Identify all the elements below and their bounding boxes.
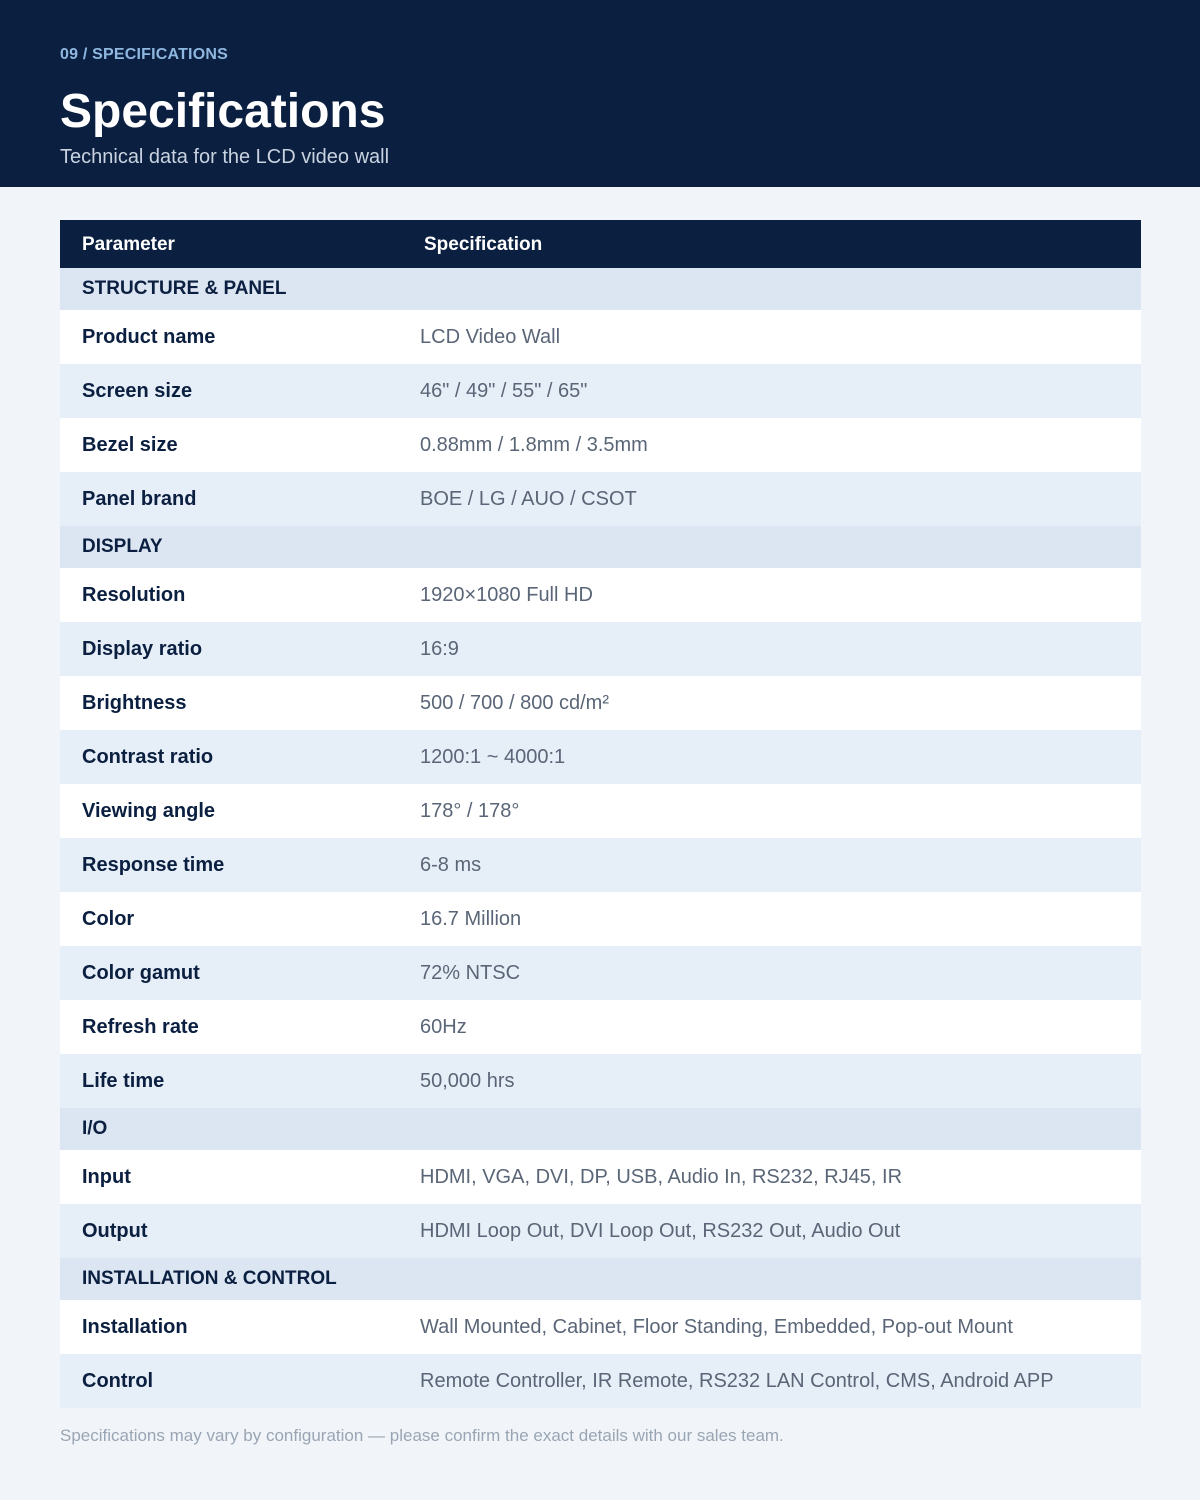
specification-cell: 16.7 Million: [420, 908, 522, 930]
parameter-cell: Screen size: [82, 380, 193, 402]
parameter-cell: Installation: [82, 1316, 188, 1338]
table-row: [60, 418, 1141, 472]
table-row: [60, 676, 1141, 730]
table-row: [60, 622, 1141, 676]
specification-cell: 178° / 178°: [420, 800, 520, 822]
table-row: [60, 784, 1141, 838]
spec-table: [60, 220, 1141, 1408]
specification-cell: 60Hz: [420, 1016, 467, 1038]
parameter-cell: Life time: [82, 1070, 165, 1092]
column-header-specification: Specification: [424, 234, 543, 255]
section-row: [60, 1108, 1141, 1150]
specification-cell: HDMI Loop Out, DVI Loop Out, RS232 Out, Audio Out: [420, 1220, 901, 1242]
page-subtitle: Technical data for the LCD video wall: [60, 146, 390, 168]
parameter-cell: Display ratio: [82, 638, 203, 660]
table-body: [60, 268, 1141, 1408]
table-row: [60, 310, 1141, 364]
table-header: [60, 220, 1141, 268]
specification-cell: 0.88mm / 1.8mm / 3.5mm: [420, 434, 648, 456]
parameter-cell: Color gamut: [82, 962, 200, 984]
specification-cell: 500 / 700 / 800 cd/m²: [420, 692, 610, 714]
section-row: [60, 526, 1141, 568]
section-eyebrow: 09 / SPECIFICATIONS: [60, 46, 228, 63]
parameter-cell: Panel brand: [82, 488, 197, 510]
specification-cell: 72% NTSC: [420, 962, 521, 984]
table-row: [60, 472, 1141, 526]
table-row: [60, 730, 1141, 784]
column-header-parameter: Parameter: [82, 234, 175, 255]
specification-cell: BOE / LG / AUO / CSOT: [420, 488, 637, 510]
parameter-cell: Viewing angle: [82, 800, 215, 822]
section-label: DISPLAY: [82, 536, 163, 557]
specification-cell: 6-8 ms: [420, 854, 482, 876]
parameter-cell: Resolution: [82, 584, 186, 606]
section-row: [60, 1258, 1141, 1300]
specification-cell: Wall Mounted, Cabinet, Floor Standing, Embedded, Pop-out Mount: [420, 1316, 1013, 1338]
table-row: [60, 1354, 1141, 1408]
specification-cell: 46" / 49" / 55" / 65": [420, 380, 588, 402]
section-label: STRUCTURE & PANEL: [82, 278, 287, 299]
table-row: [60, 838, 1141, 892]
parameter-cell: Response time: [82, 854, 225, 876]
table-row: [60, 892, 1141, 946]
parameter-cell: Brightness: [82, 692, 187, 714]
table-row: [60, 568, 1141, 622]
specification-cell: 16:9: [420, 638, 459, 660]
page-header: [0, 0, 1200, 187]
parameter-cell: Color: [82, 908, 135, 930]
parameter-cell: Contrast ratio: [82, 746, 214, 768]
parameter-cell: Output: [82, 1220, 148, 1242]
specification-cell: 1920×1080 Full HD: [420, 584, 593, 606]
parameter-cell: Refresh rate: [82, 1016, 199, 1038]
table-row: [60, 1204, 1141, 1258]
table-row: [60, 1150, 1141, 1204]
section-label: I/O: [82, 1118, 108, 1139]
table-row: [60, 1054, 1141, 1108]
table-row: [60, 364, 1141, 418]
section-label: INSTALLATION & CONTROL: [82, 1268, 337, 1289]
specification-cell: 50,000 hrs: [420, 1070, 515, 1092]
footnote: Specifications may vary by configuration — please confirm the exact details with our sales team.: [60, 1426, 784, 1445]
table-row: [60, 1300, 1141, 1354]
specification-cell: Remote Controller, IR Remote, RS232 LAN Control, CMS, Android APP: [420, 1370, 1054, 1392]
table-row: [60, 946, 1141, 1000]
specification-cell: HDMI, VGA, DVI, DP, USB, Audio In, RS232, RJ45, IR: [420, 1166, 903, 1188]
specification-cell: 1200:1 ~ 4000:1: [420, 746, 566, 768]
parameter-cell: Input: [82, 1166, 131, 1188]
table-row: [60, 1000, 1141, 1054]
parameter-cell: Bezel size: [82, 434, 178, 456]
parameter-cell: Product name: [82, 326, 216, 348]
parameter-cell: Control: [82, 1370, 154, 1392]
section-row: [60, 268, 1141, 310]
page-title: Specifications: [60, 85, 386, 138]
specification-cell: LCD Video Wall: [420, 326, 561, 348]
